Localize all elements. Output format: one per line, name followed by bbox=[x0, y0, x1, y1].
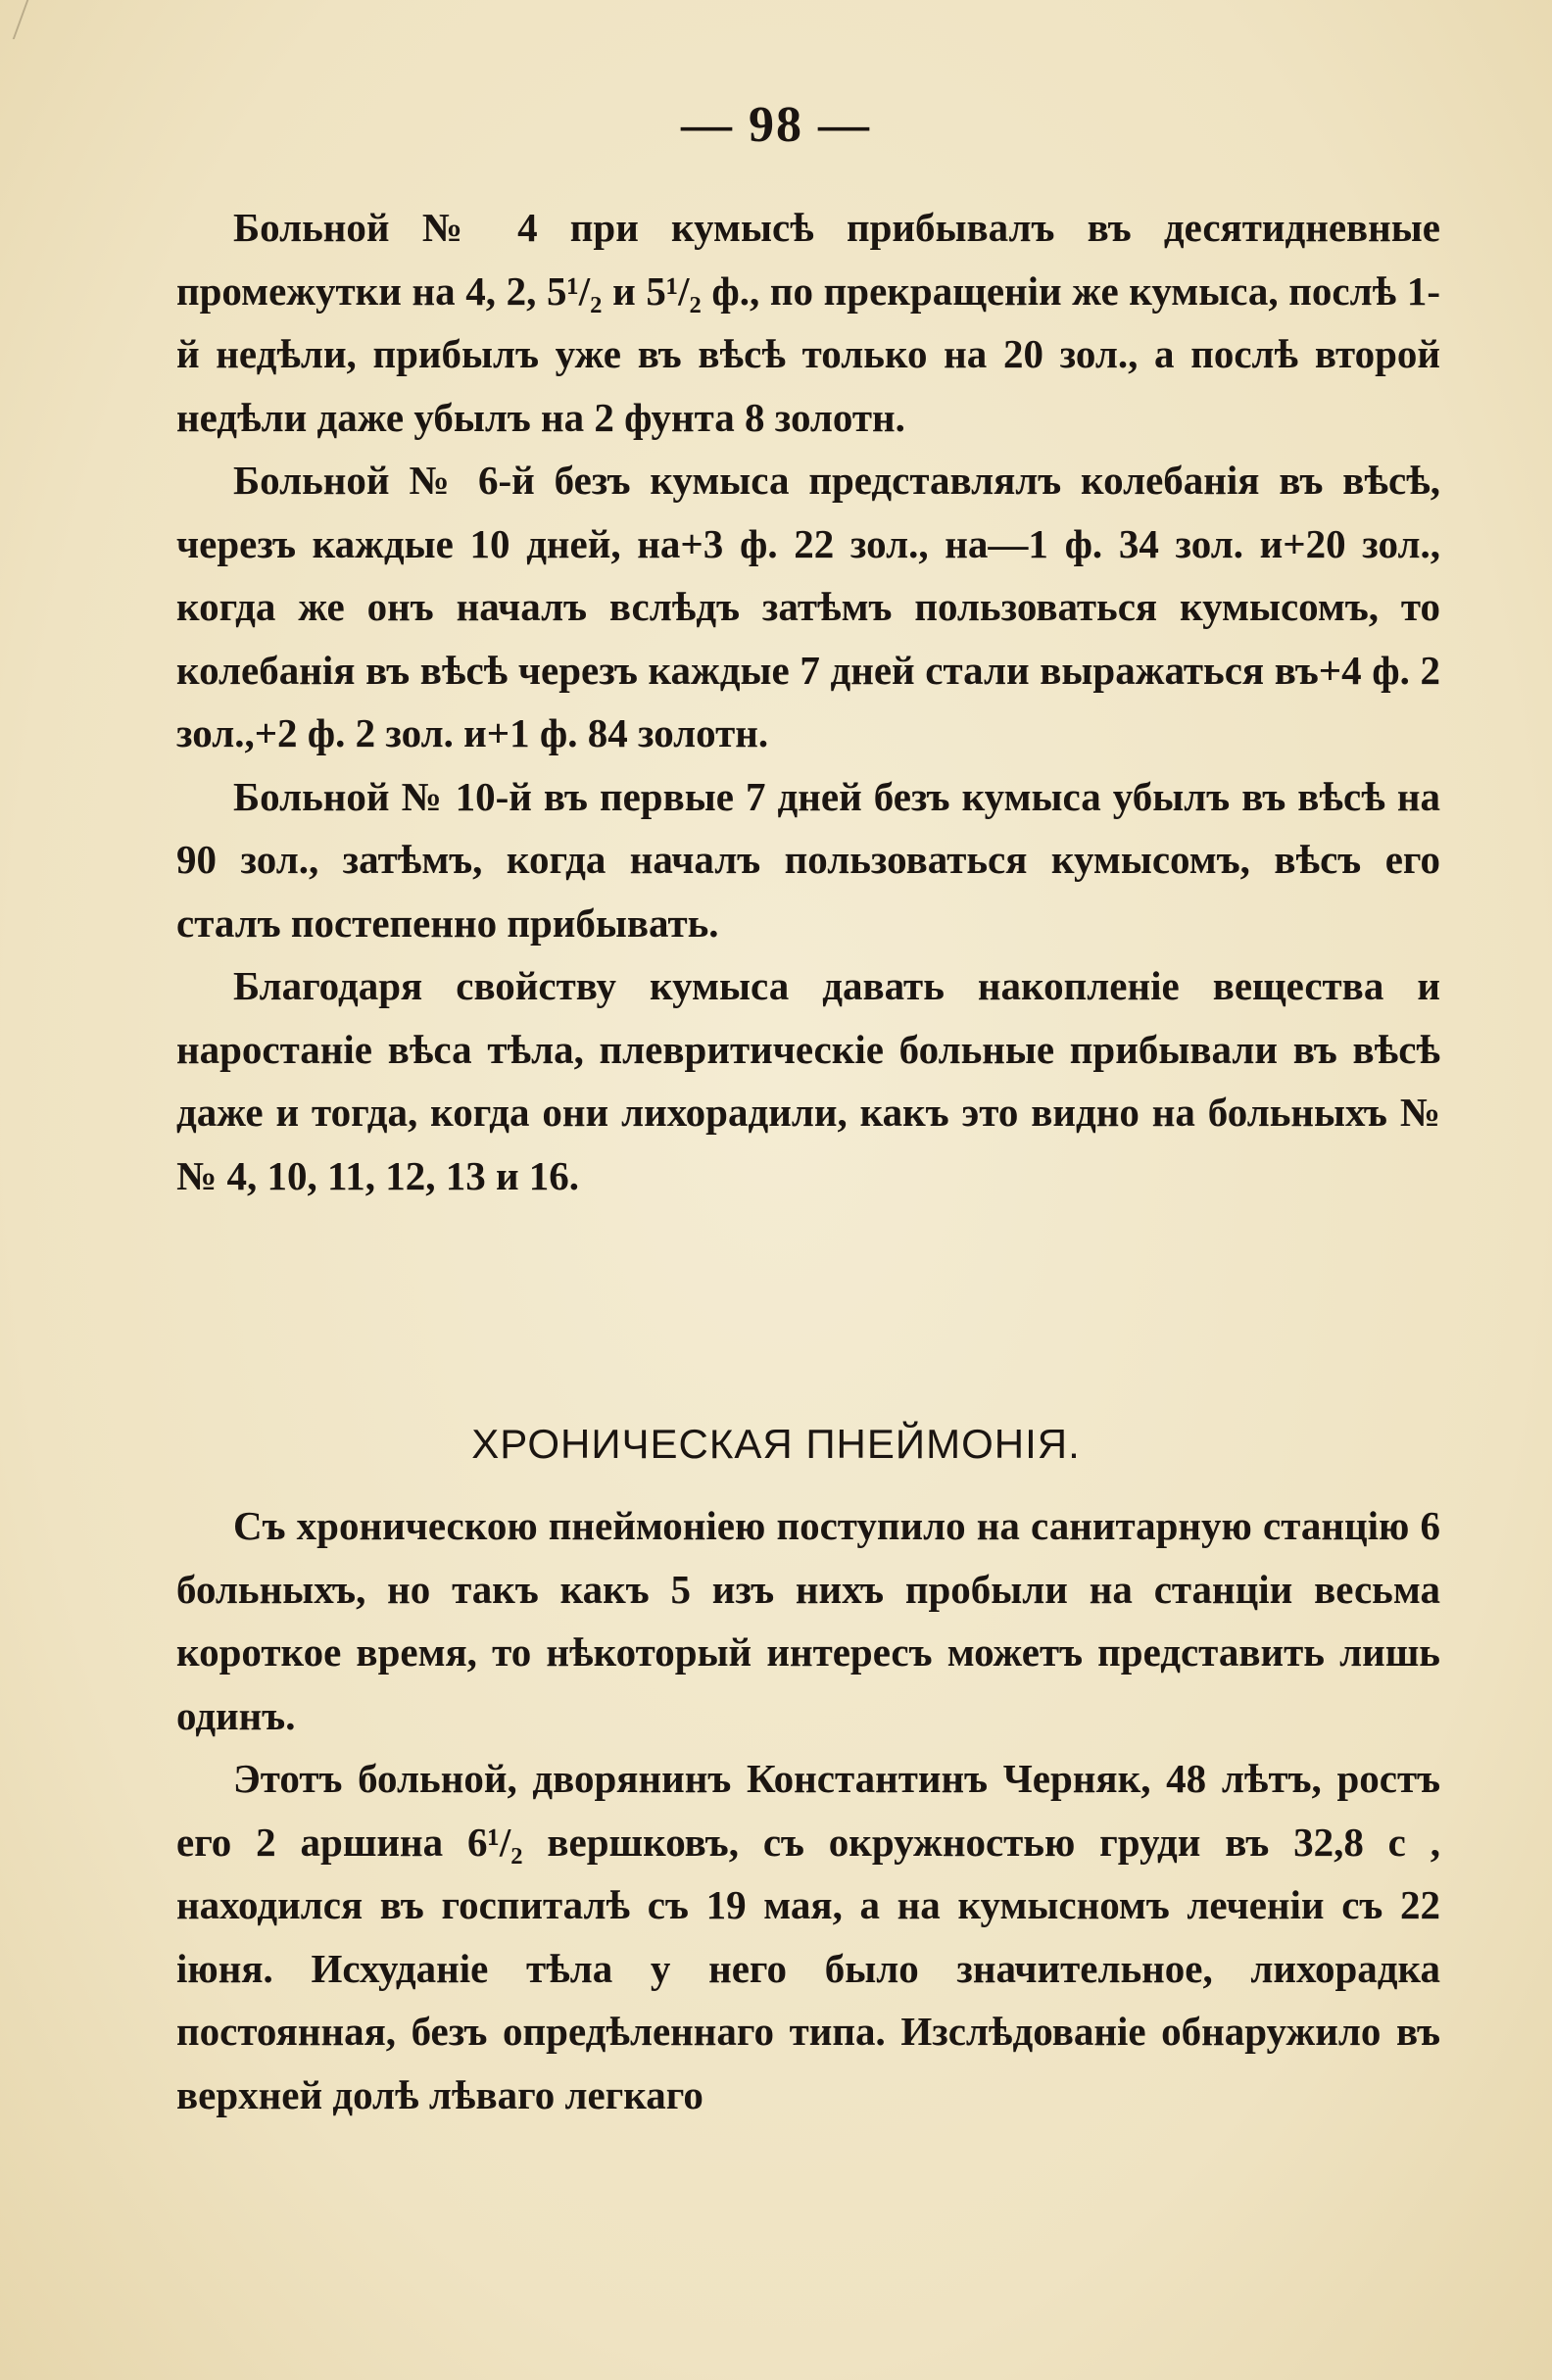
page-edge-mark bbox=[0, 0, 28, 39]
page-number: — 98 — bbox=[681, 97, 871, 153]
text-block-before-heading bbox=[176, 196, 1440, 1207]
paragraph-patient-6: Больной № 6-й безъ кумыса представлялъ колебанія въ вѣсѣ, черезъ каждые 10 дней, на+3 ф. 22 зол., на—1 ф. 34 зол. и+20 зол., когда же онъ началъ вслѣдъ затѣмъ пользоваться кумысомъ, то колебанія въ вѣсѣ черезъ каждые 7 дней стали выражаться въ+4 ф. 2 зол.,+2 ф. 2 зол. и+1 ф. 84 золотн. bbox=[176, 458, 1440, 755]
section-heading: ХРОНИЧЕСКАЯ ПНЕЙМОНІЯ. bbox=[471, 1421, 1081, 1467]
paragraph-patient-chernyak: Этотъ больной, дворянинъ Константинъ Черняк, 48 лѣтъ, ростъ его 2 аршина 6¹/₂ вершковъ, съ окружностью груди въ 32,8 с , находился въ госпиталѣ съ 19 мая, а на кумысномъ леченіи съ 22 іюня. Исхуданіе тѣла у него было значительное, лихорадка постоянная, безъ опредѣленнаго типа. Изслѣдованіе обнаружило въ верхней долѣ лѣваго легкаго bbox=[176, 1756, 1440, 2117]
paragraph-kumys-effect: Благодаря свойству кумыса давать накопленіе вещества и наростаніе вѣса тѣла, плевритическіе больные прибывали въ вѣсѣ даже и тогда, когда они лихорадили, какъ это видно на больныхъ №№ 4, 10, 11, 12, 13 и 16. bbox=[176, 963, 1440, 1198]
text-block-after-heading bbox=[176, 1494, 1440, 2126]
paragraph-patient-10: Больной № 10-й въ первые 7 дней безъ кумыса убылъ въ вѣсѣ на 90 зол., затѣмъ, когда началъ пользоваться кумысомъ, вѣсъ его сталъ постепенно прибывать. bbox=[176, 773, 1440, 946]
paragraph-patient-4: Больной № 4 при кумысѣ прибывалъ въ десятидневные промежутки на 4, 2, 5¹/₂ и 5¹/₂ ф., по прекращеніи же кумыса, послѣ 1-й недѣли, прибылъ уже въ вѣсѣ только на 20 зол., а послѣ второй недѣли даже убылъ на 2 фунта 8 золотн. bbox=[176, 205, 1440, 440]
paragraph-chronic-pneumonia: Съ хроническою пнеймоніею поступило на санитарную станцію 6 больныхъ, но такъ какъ 5 изъ нихъ пробыли на станціи весьма короткое время, то нѣкоторый интересъ можетъ представить лишь одинъ. bbox=[176, 1503, 1440, 1738]
